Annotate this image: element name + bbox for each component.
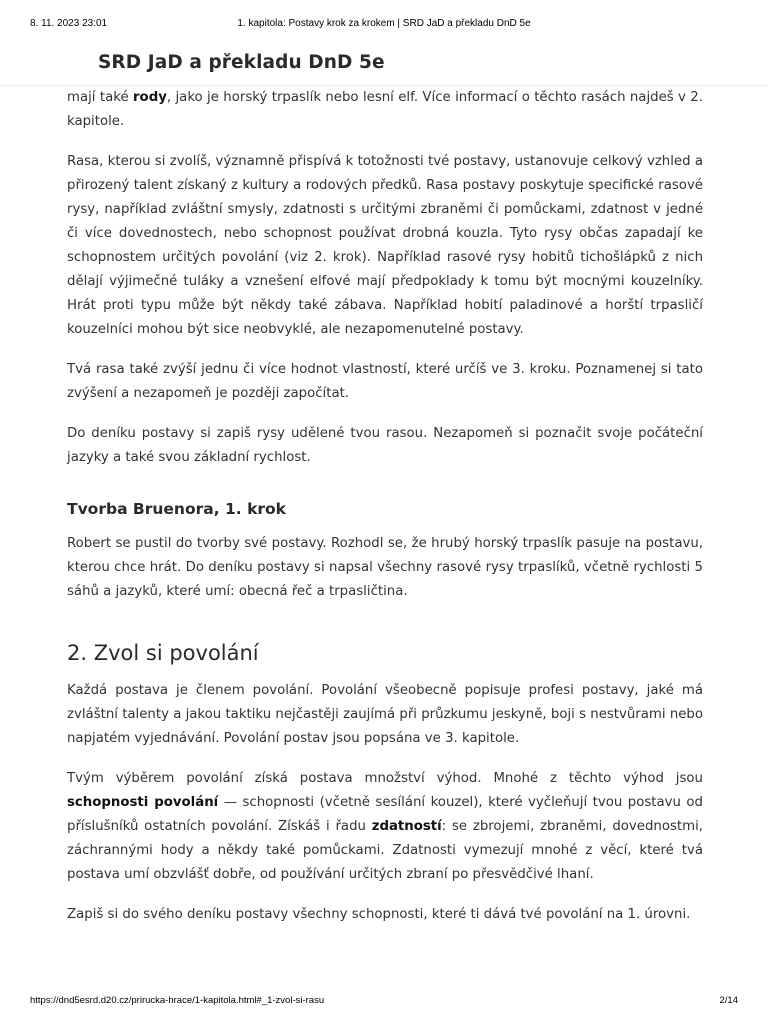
paragraph-record-traits: Do deníku postavy si zapiš rysy udělené tvou rasou. Nezapomeň si poznačit svoje počáteční jazyky a také svou základní rychlost. bbox=[67, 426, 703, 465]
print-footer bbox=[0, 995, 768, 1009]
paragraph-race-choice: Rasa, kterou si zvolíš, významně přispívá k totožnosti tvé postavy, ustanovuje celkový vzhled a přirozený talent získaný z kultury a rodových předků. Rasa postavy poskytuje specifické rasové rysy, například zvláštní smysly, zdatnosti s určitými zbraněmi či pomůckami, zdatnost v jedné či více dovednostech, nebo schopnost používat drobná kouzla. Tyto rysy občas zapadají ke schopnostem určitých povolání (viz 2. krok). Například rasové rysy hobitů tichošlápků z nich dělají výjimečné tuláky a vznešení elfové mají předpoklady k tomu být mocnými kouzelníky. Hrát proti typu může být někdy také zábava. Například hobití paladinové a horští trpasličí kouzelníci mohou být sice neobvyklé, ale nezapomenutelné postavy. bbox=[67, 154, 703, 337]
print-document-title: 1. kapitola: Postavy krok za krokem | SRD JaD a překladu DnD 5e bbox=[237, 18, 531, 29]
paragraph-races-intro bbox=[67, 86, 703, 134]
text-fragment: : se zbrojemi, zbraněmi, dovednostmi, záchrannými hody a někdy také pomůckami. Zdatnosti vymezují mnohé z věcí, které tvá postava umí obzvlášť dobře, od používání určitých zbraní po přesvědčivé lhaní. bbox=[67, 819, 703, 882]
paragraph-ability-increase: Tvá rasa také zvýší jednu či více hodnot vlastností, které určíš ve 3. kroku. Poznamenej si tato zvýšení a nezapomeň je později započítat. bbox=[67, 362, 703, 401]
heading-choose-class: 2. Zvol si povolání bbox=[67, 641, 259, 665]
print-page-number: 2/14 bbox=[719, 995, 738, 1006]
paragraph-bruenor-example: Robert se pustil do tvorby své postavy. Rozhodl se, že hrubý horský trpaslík pasuje na postavu, kterou chce hrát. Do deníku postavy si napsal všechny rasové rysy trpaslíků, včetně rychlosti 5 sáhů a jazyků, které umí: obecná řeč a trpasličtina. bbox=[67, 536, 703, 599]
bold-term-class-features: schopnosti povolání bbox=[67, 795, 219, 810]
text-fragment: , jako je horský trpaslík nebo lesní elf. Více informací o těchto rasách najdeš v 2. kapitole. bbox=[67, 90, 703, 129]
paragraph-record-class-features: Zapiš si do svého deníku postavy všechny schopnosti, které ti dává tvé povolání na 1. úrovni. bbox=[67, 907, 691, 922]
paragraph-class-intro: Každá postava je členem povolání. Povolání všeobecně popisuje profesi postavy, jaké má zvláštní talenty a jakou taktiku nejčastěji zaujímá při průzkumu jeskyně, boji s nestvůrami nebo napjatém vyjednávání. Povolání postav jsou popsána ve 3. kapitole. bbox=[67, 683, 703, 746]
text-fragment: — schopnosti (včetně sesílání kouzel), které vyčleňují tvou postavu od příslušníků ostatních povolání. Získáš i řadu bbox=[67, 795, 703, 834]
site-header bbox=[0, 44, 768, 86]
text-fragment: mají také bbox=[67, 90, 133, 105]
paragraph-class-benefits bbox=[67, 767, 703, 887]
text-fragment: Tvým výběrem povolání získá postava množství výhod. Mnohé z těchto výhod jsou bbox=[67, 771, 703, 786]
site-title-link[interactable]: SRD JaD a překladu DnD 5e bbox=[98, 52, 385, 73]
print-page-url: https://dnd5esrd.d20.cz/prirucka-hrace/1-kapitola.html#_1-zvol-si-rasu bbox=[30, 995, 325, 1006]
article-content bbox=[67, 86, 703, 927]
bold-term-rody: rody bbox=[133, 90, 167, 105]
heading-bruenor-step1: Tvorba Bruenora, 1. krok bbox=[67, 500, 286, 518]
print-header bbox=[0, 18, 768, 32]
bold-term-proficiencies: zdatností bbox=[371, 819, 442, 834]
print-datetime: 8. 11. 2023 23:01 bbox=[30, 18, 108, 29]
